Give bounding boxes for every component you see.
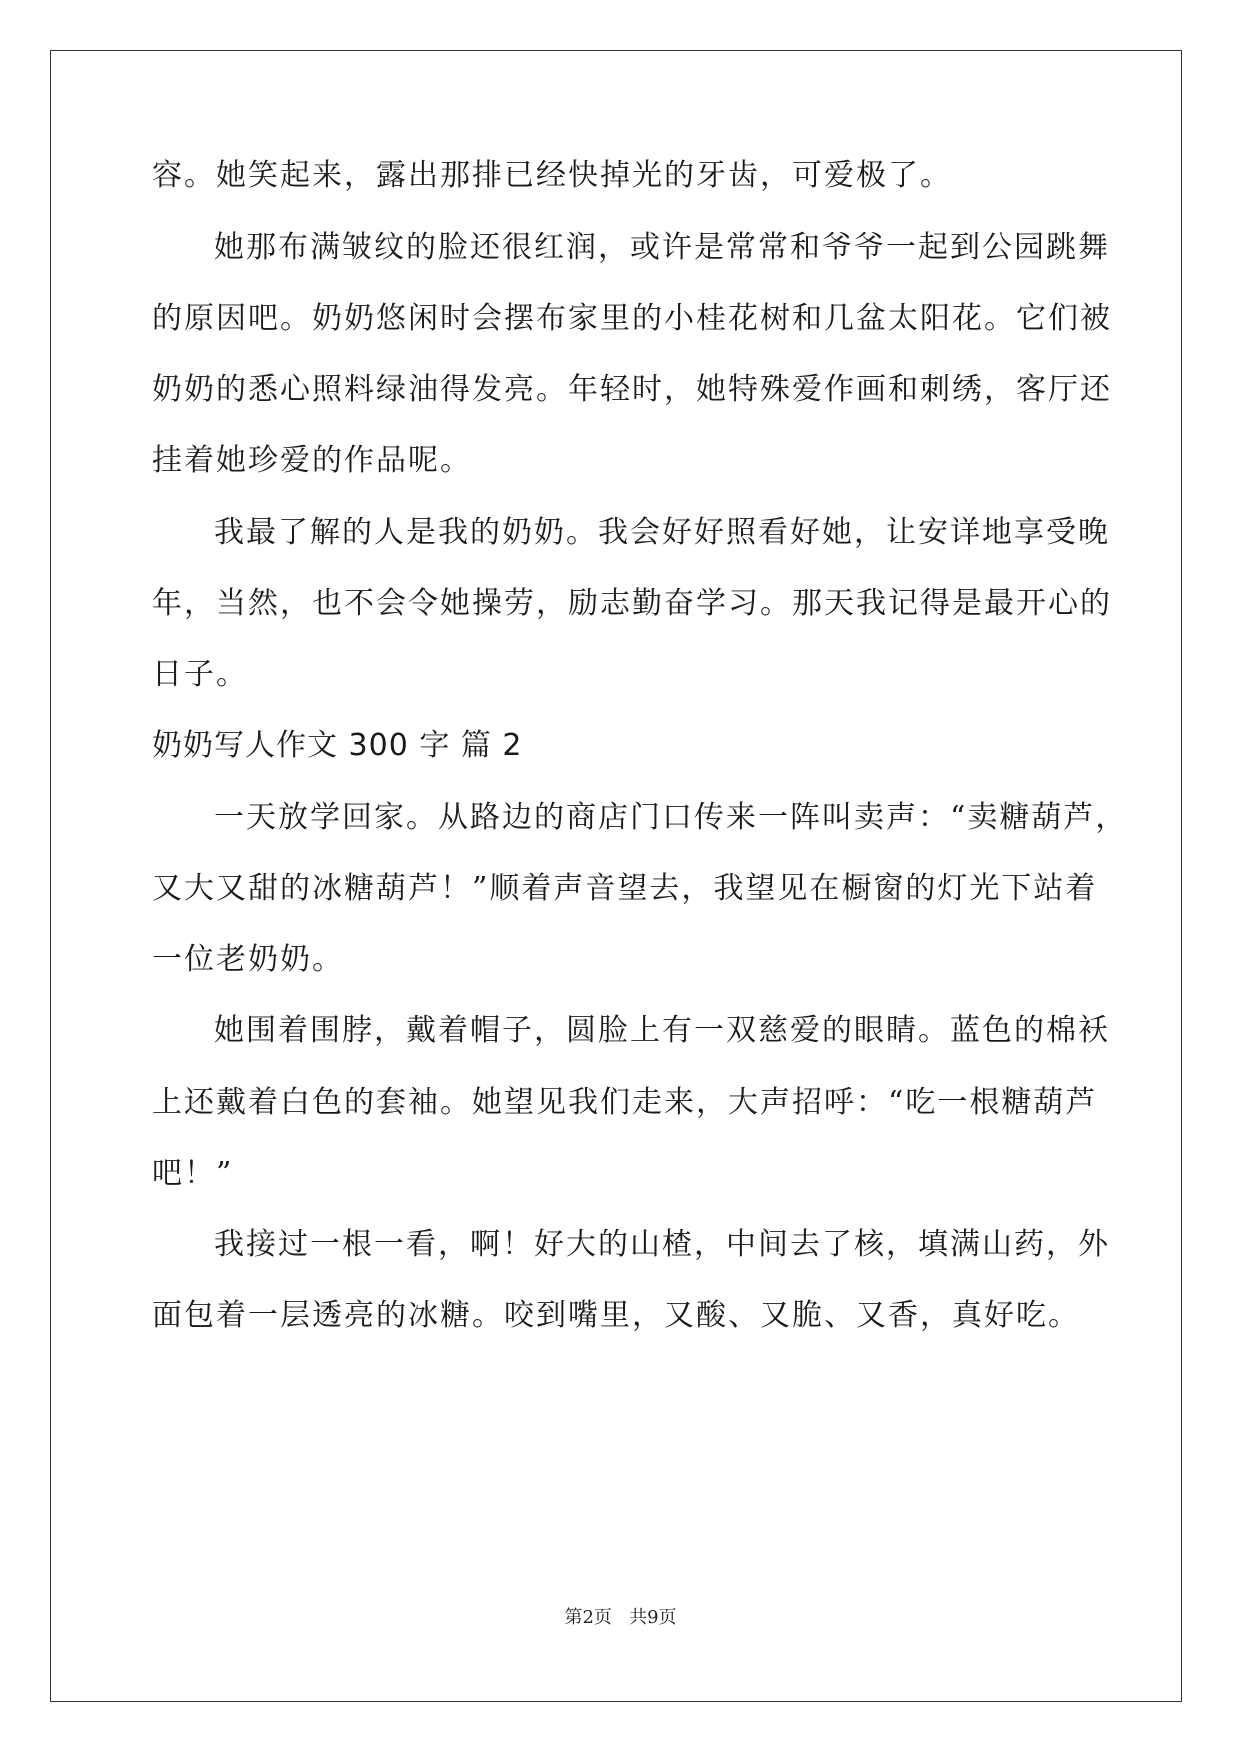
page-label-suffix: 页 xyxy=(658,1607,677,1628)
text-line: 容。她笑起来，露出那排已经快掉光的牙齿，可爱极了。 xyxy=(152,158,952,193)
text-line: 挂着她珍爱的作品呢。 xyxy=(152,443,472,478)
paragraph-first-line: 我接过一根一看，啊！好大的山楂，中间去了核，填满山药，外 xyxy=(214,1227,1110,1262)
section-heading: 奶奶写人作文 300 字 篇 2 xyxy=(152,728,523,763)
total-pages-number: 9 xyxy=(647,1607,659,1628)
text-line: 一位老奶奶。 xyxy=(152,942,344,977)
current-page-number: 2 xyxy=(582,1607,594,1628)
text-line: 奶奶的悉心照料绿油得发亮。年轻时，她特殊爱作画和刺绣，客厅还 xyxy=(152,372,1112,407)
text-line: 日子。 xyxy=(152,657,248,692)
text-line: 又大又甜的冰糖葫芦！”顺着声音望去，我望见在橱窗的灯光下站着 xyxy=(152,871,1098,906)
text-line: 吧！” xyxy=(152,1156,234,1191)
paragraph-first-line: 一天放学回家。从路边的商店门口传来一阵叫卖声：“卖糖葫芦， xyxy=(214,800,1128,835)
page-label-mid: 页 共 xyxy=(593,1607,648,1628)
text-line: 面包着一层透亮的冰糖。咬到嘴里，又酸、又脆、又香，真好吃。 xyxy=(152,1298,1080,1333)
page-number-footer xyxy=(0,1607,1241,1629)
paragraph-first-line: 我最了解的人是我的奶奶。我会好好照看好她，让安详地享受晚 xyxy=(214,515,1110,550)
paragraph-first-line: 她围着围脖，戴着帽子，圆脸上有一双慈爱的眼睛。蓝色的棉袄 xyxy=(214,1013,1110,1048)
text-line: 的原因吧。奶奶悠闲时会摆布家里的小桂花树和几盆太阳花。它们被 xyxy=(152,301,1112,336)
text-line: 年，当然，也不会令她操劳，励志勤奋学习。那天我记得是最开心的 xyxy=(152,586,1112,621)
paragraph-first-line: 她那布满皱纹的脸还很红润，或许是常常和爷爷一起到公园跳舞 xyxy=(214,230,1110,265)
page-label-prefix: 第 xyxy=(564,1607,583,1628)
text-line: 上还戴着白色的套袖。她望见我们走来，大声招呼：“吃一根糖葫芦 xyxy=(152,1085,1098,1120)
